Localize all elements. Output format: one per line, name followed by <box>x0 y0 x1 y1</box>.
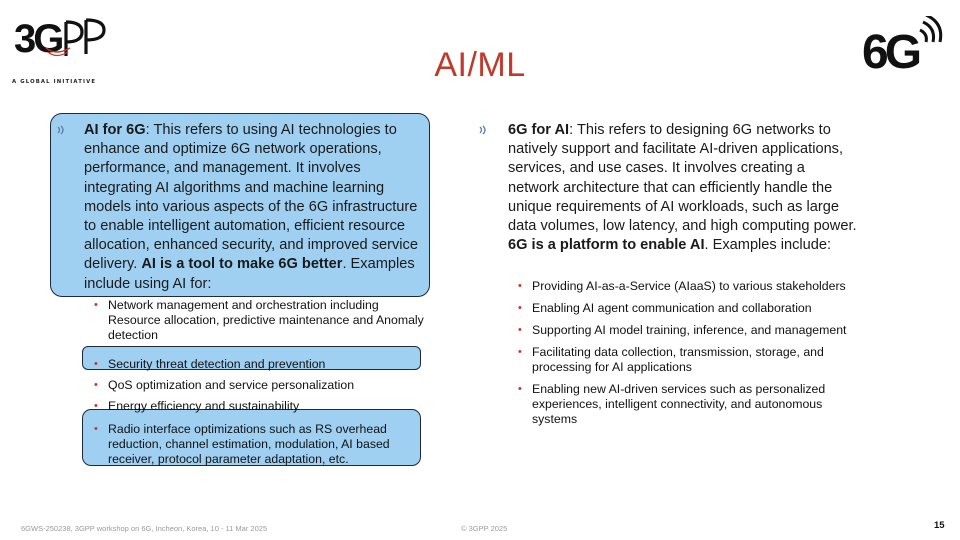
page-title: AI/ML <box>434 46 526 84</box>
bullet-dot-icon: • <box>94 299 98 311</box>
bullet-dot-icon: • <box>94 379 98 391</box>
6g-for-ai-text-end: . Examples include: <box>704 237 832 254</box>
ai-for-6g-text: : This refers to using AI technologies to enhance and optimize 6G network operations, performance, and management. It involves integrating AI algorithms and machine learning models into various aspects of the 6G infrastructure to enable intelligent automation, efficient resource allocation, enhanced security, and improved service delivery. <box>84 122 418 273</box>
footer-event: 6GWS-250238, 3GPP workshop on 6G, Incheon, Korea, 10 - 11 Mar 2025 <box>21 524 268 533</box>
bullet-dot-icon: • <box>518 302 522 314</box>
ai-for-6g-list <box>94 298 424 467</box>
3gpp-tagline: A GLOBAL INITIATIVE <box>12 79 97 85</box>
list-item: • Facilitating data collection, transmission, storage, and processing for AI applications <box>518 345 824 374</box>
bullet-dot-icon: • <box>518 324 522 336</box>
svg-text:3G: 3G <box>14 17 62 60</box>
list-item: • Energy efficiency and sustainability <box>94 399 300 413</box>
6g-for-ai-paragraph <box>508 121 860 255</box>
bullet-dot-icon: • <box>518 280 522 292</box>
list-item: • Network management and orchestration including Resource allocation, predictive maintenance and Anomaly detection <box>94 298 424 342</box>
list-item: • Enabling AI agent communication and collaboration <box>518 301 812 315</box>
6g-for-ai-text: : This refers to designing 6G networks to natively support and facilitate AI-driven applications, services, and use cases. It involves creating a network architecture that can efficiently handle the unique requirements of AI workloads, such as large data volumes, low latency, and high computing power. <box>508 122 857 235</box>
ai-for-6g-bold: AI is a tool to make 6G better <box>141 256 343 273</box>
list-item: • Supporting AI model training, inference, and management <box>518 323 847 337</box>
list-item: • Enabling new AI-driven services such as personalized experiences, intelligent connectivity, and autonomous systems <box>518 382 826 426</box>
ai-for-6g-text-end: . Examples include using AI for: <box>84 256 415 292</box>
footer-copyright: © 3GPP 2025 <box>461 524 508 533</box>
wave-bullet-icon <box>56 124 68 136</box>
6g-for-ai-bold: 6G is a platform to enable AI <box>508 237 705 254</box>
list-item: • Radio interface optimizations such as RS overhead reduction, channel estimation, modulation, AI based receiver, protocol parameter adaptation, etc. <box>94 422 390 466</box>
list-item: • Providing AI-as-a-Service (AIaaS) to various stakeholders <box>518 279 846 293</box>
svg-text:6G: 6G <box>862 26 919 72</box>
list-item: • QoS optimization and service personalization <box>94 378 355 392</box>
6g-for-ai-list <box>518 279 868 434</box>
list-item: • Security threat detection and prevention <box>94 357 326 371</box>
bullet-dot-icon: • <box>518 383 522 395</box>
ai-for-6g-paragraph <box>84 121 422 294</box>
bullet-dot-icon: • <box>518 346 522 358</box>
bullet-dot-icon: • <box>94 423 98 435</box>
wave-bullet-icon <box>478 124 490 136</box>
6g-for-ai-heading: 6G for AI <box>508 122 570 138</box>
page-number: 15 <box>934 520 945 531</box>
bullet-dot-icon: • <box>94 358 98 370</box>
ai-for-6g-heading: AI for 6G <box>84 122 146 138</box>
bullet-dot-icon: • <box>94 400 98 412</box>
